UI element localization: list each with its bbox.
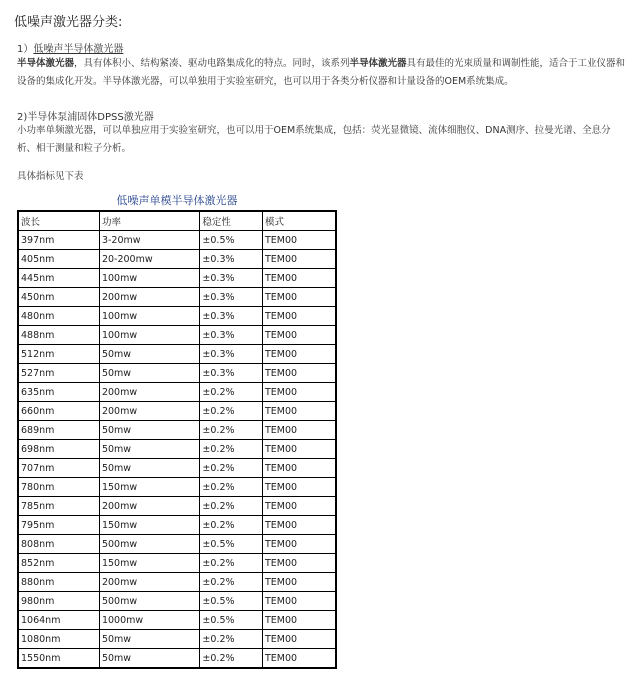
table-row [18,345,336,364]
cell-stability: ±0.2% [200,421,263,440]
header-wavelength: 波长 [18,211,99,231]
cell-mode: TEM00 [262,231,336,250]
cell-power: 3-20mw [99,231,199,250]
cell-wavelength: 707nm [18,459,99,478]
table-row [18,573,336,592]
cell-stability: ±0.3% [200,307,263,326]
cell-mode: TEM00 [262,250,336,269]
cell-mode: TEM00 [262,269,336,288]
cell-stability: ±0.2% [200,497,263,516]
table-row [18,592,336,611]
cell-wavelength: 698nm [18,440,99,459]
table-row [18,554,336,573]
cell-mode: TEM00 [262,421,336,440]
cell-mode: TEM00 [262,307,336,326]
table-row [18,611,336,630]
cell-power: 100mw [99,326,199,345]
table-row [18,459,336,478]
cell-power: 50mw [99,364,199,383]
cell-power: 20-200mw [99,250,199,269]
table-row [18,516,336,535]
cell-wavelength: 880nm [18,573,99,592]
cell-wavelength: 795nm [18,516,99,535]
cell-stability: ±0.2% [200,383,263,402]
cell-power: 200mw [99,497,199,516]
cell-power: 500mw [99,535,199,554]
cell-power: 150mw [99,478,199,497]
cell-mode: TEM00 [262,326,336,345]
table-row [18,383,336,402]
cell-power: 500mw [99,592,199,611]
cell-stability: ±0.5% [200,535,263,554]
table-row [18,288,336,307]
cell-stability: ±0.3% [200,326,263,345]
cell-power: 200mw [99,402,199,421]
cell-mode: TEM00 [262,516,336,535]
cell-wavelength: 635nm [18,383,99,402]
cell-mode: TEM00 [262,440,336,459]
cell-power: 50mw [99,440,199,459]
table-row [18,250,336,269]
cell-stability: ±0.2% [200,554,263,573]
cell-mode: TEM00 [262,288,336,307]
cell-mode: TEM00 [262,364,336,383]
cell-mode: TEM00 [262,649,336,669]
cell-power: 200mw [99,383,199,402]
cell-stability: ±0.2% [200,516,263,535]
cell-wavelength: 512nm [18,345,99,364]
cell-stability: ±0.3% [200,250,263,269]
cell-power: 50mw [99,459,199,478]
cell-stability: ±0.2% [200,630,263,649]
table-row [18,231,336,250]
header-mode: 模式 [262,211,336,231]
section1-paragraph [17,55,629,91]
cell-power: 200mw [99,573,199,592]
table-row [18,421,336,440]
section1-number: 1） [17,44,34,55]
table-caption: 低噪声单模半导体激光器 [116,194,238,207]
cell-power: 50mw [99,345,199,364]
cell-wavelength: 785nm [18,497,99,516]
table-row [18,364,336,383]
cell-wavelength: 488nm [18,326,99,345]
section1-text-b: 具有最佳的光束质量和调制性能，适合于工业仪器和设备的集成化开发。半导体激光器，可以单独用于实验室研究，也可以用于各类分析仪器和计量设备的OEM系统集成。 [17,58,626,87]
cell-power: 200mw [99,288,199,307]
section1-lead: 半导体激光器 [17,58,75,69]
cell-stability: ±0.3% [200,345,263,364]
header-power: 功率 [99,211,199,231]
cell-mode: TEM00 [262,383,336,402]
table-row [18,269,336,288]
cell-stability: ±0.2% [200,440,263,459]
cell-wavelength: 397nm [18,231,99,250]
cell-mode: TEM00 [262,535,336,554]
section1-heading [17,40,123,55]
cell-power: 150mw [99,554,199,573]
spec-table [17,210,337,669]
page-title: 低噪声激光器分类: [14,15,123,30]
table-note: 具体指标见下表 [17,171,84,182]
cell-mode: TEM00 [262,611,336,630]
cell-wavelength: 980nm [18,592,99,611]
table-row [18,307,336,326]
section2-heading: 2)半导体泵浦固体DPSS激光器 [17,112,154,123]
table-row [18,478,336,497]
table-row [18,649,336,669]
cell-wavelength: 689nm [18,421,99,440]
cell-wavelength: 780nm [18,478,99,497]
cell-wavelength: 527nm [18,364,99,383]
cell-wavelength: 1550nm [18,649,99,669]
cell-mode: TEM00 [262,497,336,516]
cell-wavelength: 852nm [18,554,99,573]
cell-mode: TEM00 [262,345,336,364]
cell-stability: ±0.3% [200,288,263,307]
cell-wavelength: 1064nm [18,611,99,630]
cell-power: 150mw [99,516,199,535]
header-stability: 稳定性 [200,211,263,231]
section1-heading-link[interactable]: 低噪声半导体激光器 [33,44,124,55]
cell-power: 50mw [99,649,199,669]
cell-wavelength: 480nm [18,307,99,326]
cell-wavelength: 405nm [18,250,99,269]
cell-mode: TEM00 [262,478,336,497]
cell-mode: TEM00 [262,573,336,592]
cell-power: 100mw [99,307,199,326]
cell-wavelength: 660nm [18,402,99,421]
cell-stability: ±0.2% [200,402,263,421]
table-row [18,402,336,421]
cell-stability: ±0.2% [200,573,263,592]
cell-mode: TEM00 [262,554,336,573]
table-row [18,630,336,649]
cell-stability: ±0.3% [200,364,263,383]
cell-stability: ±0.3% [200,269,263,288]
table-row [18,326,336,345]
cell-power: 1000mw [99,611,199,630]
table-row [18,535,336,554]
cell-power: 50mw [99,421,199,440]
cell-wavelength: 808nm [18,535,99,554]
cell-stability: ±0.2% [200,478,263,497]
cell-stability: ±0.2% [200,649,263,669]
cell-stability: ±0.5% [200,592,263,611]
table-body [18,231,336,669]
cell-wavelength: 445nm [18,269,99,288]
cell-wavelength: 450nm [18,288,99,307]
table-row [18,440,336,459]
cell-mode: TEM00 [262,592,336,611]
cell-power: 100mw [99,269,199,288]
cell-mode: TEM00 [262,630,336,649]
table-row [18,497,336,516]
section1-text-a: ，具有体积小、结构紧凑、驱动电路集成化的特点。同时，该系列 [74,58,350,69]
section1-bold-term: 半导体激光器 [349,58,407,69]
section2-paragraph: 小功率单频激光器，可以单独应用于实验室研究，也可以用于OEM系统集成，包括：荧光显微镜、流体细胞仪、DNA测序、拉曼光谱、全息分析、相干测量和粒子分析。 [17,125,611,154]
cell-stability: ±0.5% [200,611,263,630]
table-header-row [18,211,336,231]
cell-mode: TEM00 [262,402,336,421]
cell-stability: ±0.2% [200,459,263,478]
cell-power: 50mw [99,630,199,649]
cell-mode: TEM00 [262,459,336,478]
cell-wavelength: 1080nm [18,630,99,649]
cell-stability: ±0.5% [200,231,263,250]
